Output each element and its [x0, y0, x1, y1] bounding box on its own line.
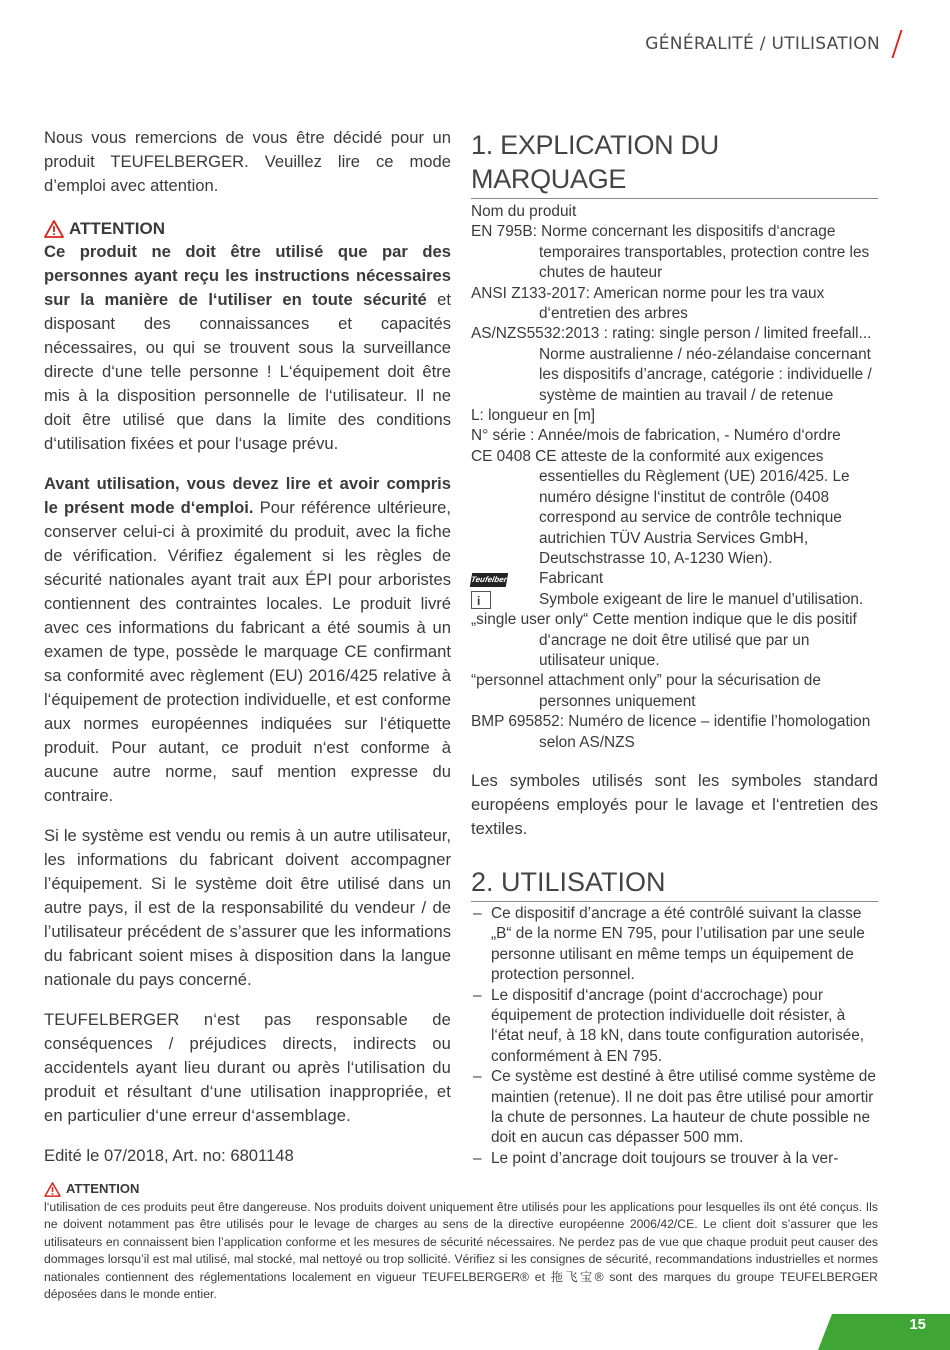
marking-line: “personnel attachment only” pour la sécurisation de personnes uniquement — [471, 672, 821, 710]
attention-bold-text: Ce produit ne doit être utilisé que par des personnes ayant reçu les instructions nécessaires sur la manière de l‘utiliser en toute sécurité — [44, 242, 451, 309]
usage-heading: 2. UTILISATION — [471, 865, 878, 902]
warning-triangle-icon — [44, 1182, 61, 1197]
header-slash-decoration — [891, 30, 902, 58]
footer-text: l‘utilisation de ces produits peut être dangereuse. Nos produits doivent uniquement être utilisés pour les applications pour lesquelles ils ont été conçus. Ils ne doivent notamment pas être utilisés pour le levage de charges au sens de la directive européenne 2006/42/CE. Le client doit s’assurer que les utilisateurs en connaissent bien l’application conforme et les mesures de sécurité nécessaires. Ne perdez pas de vue que chaque produit peut causer des dommages lorsqu’il est mal utilisé, mal stocké, mal nettoyé ou trop sollicité. Vérifiez si les consignes de sécurité, recommandations industrielles et normes nationales contiennent des réglementations localement en vigueur TEUFELBERGER® et 拖飞宝® sont des marques du groupe TEUFELBERGER déposées dans le monde entier. — [44, 1200, 878, 1302]
list-item: – Ce dispositif d’ancrage a été contrôlé suivant la classe „B“ de la norme EN 795, pour l’utilisation par une seule personne utilisant en même temps un équipement de protection personnel. — [471, 904, 878, 986]
list-item: – Le dispositif d‘ancrage (point d‘accrochage) pour équipement de protection individuelle doit résister, à l‘état neuf, à 18 kN, dans toute configuration autorisée, conformément à EN 795. — [471, 986, 878, 1068]
read-manual-icon — [471, 591, 491, 609]
marking-list — [471, 202, 878, 753]
edition-info: Edité le 07/2018, Art. no: 6801148 — [44, 1146, 294, 1165]
warning-triangle-icon — [44, 220, 64, 238]
marking-line: L: longueur en [m] — [471, 407, 596, 425]
marking-line: ANSI Z133-2017: American norme pour les tra vaux d‘entretien des arbres — [471, 284, 825, 323]
page-number: 15 — [909, 1316, 926, 1333]
list-item: – Le point d’ancrage doit toujours se trouver à la ver- — [471, 1149, 878, 1169]
textile-symbols-paragraph: Les symboles utilisés sont les symboles standard européens employés pour le lavage et l‘entretien des textiles. — [471, 770, 878, 838]
marking-line: „single user only“ Cette mention indique que le dis positif d‘ancrage ne doit être utilisé que par un utilisateur unique. — [471, 611, 857, 669]
attention-heading — [44, 218, 451, 240]
liability-paragraph: TEUFELBERGER n‘est pas responsable de conséquences / préjudices directs, indirects ou accidentels ayant lieu durant ou après l‘utilisation du produit et résultant d‘une utilisation inappropriée, et en particulier d‘une erreur d‘assemblage. — [44, 1010, 451, 1125]
attention-paragraph — [44, 240, 451, 456]
marking-heading: 1. EXPLICATION DU MARQUAGE — [471, 128, 878, 199]
footer-attention-label: ATTENTION — [66, 1181, 140, 1197]
footer-attention-heading — [44, 1179, 878, 1199]
marking-line: N° série : Année/mois de fabrication, - Numéro d‘ordre — [471, 427, 841, 445]
attention-label: ATTENTION — [69, 219, 166, 238]
section-header: GÉNÉRALITÉ / UTILISATION — [645, 34, 880, 54]
symbol-rows — [471, 569, 878, 610]
list-item: – Ce système est destiné à être utilisé comme système de maintien (retenue). Il ne doit pas être utilisé pour amortir la chute de personnes. La hauteur de chute possible ne doit en aucun cas dépasser 500 mm. — [471, 1067, 878, 1149]
before-use-bold-text: Avant utilisation, vous devez lire et avoir compris le présent mode d‘emploi. — [44, 474, 451, 517]
before-use-rest-text: Pour référence ultérieure, conserver celui-ci à proximité du produit, avec la fiche de vérification. Vérifiez également si les règles de sécurité nationales ayant trait aux ÉPI pour arboristes contiennent des contraintes locales. Le produit livré avec ces informations du fabricant a été soumis à un examen de type, possède le marquage CE confirmant sa conformité avec règlement (EU) 2016/425 relative à l‘équipement de protection individuelle, et est conforme aux normes européennes indiquées sur l‘étiquette produit. Pour autant, ce produit n‘est conforme à aucune autre norme, sauf mention expresse du contraire. — [44, 498, 451, 805]
marking-line: Nom du produit — [471, 203, 577, 220]
before-use-paragraph — [44, 472, 451, 808]
marking-line: AS/NZS5532:2013 : rating: single person / limited freefall... Norme australienne / néo-zélandaise concernant les dispositifs d’ancrage, catégorie : individuelle / système de maintien au travail / de retenue — [471, 325, 872, 404]
left-column — [44, 126, 451, 1168]
page-number-tab — [818, 1314, 950, 1350]
marking-line: EN 795B: Norme concernant les dispositifs d‘ancrage temporaires transportables, protection contre les chutes de hauteur — [471, 223, 870, 282]
marking-line: BMP 695852: Numéro de licence – identifie l’homologation selon AS/NZS — [471, 713, 871, 751]
resale-paragraph: Si le système est vendu ou remis à un autre utilisateur, les informations du fabricant doivent accompagner l’équipement. Si le système doit être utilisé dans un autre pays, il est de la responsabilité du vendeur / de l’utilisateur précédent de s’assurer que les informations du fabricant soient mises à disposition dans la langue nationale du pays concerné. — [44, 826, 451, 989]
teufelberger-logo-icon: Teufelberger — [470, 573, 508, 587]
marking-line: Fabricant — [539, 570, 604, 588]
attention-rest-text: et disposant des connaissances et capacités nécessaires, ou qui se trouvent sous la surveillance directe d‘une telle personne ! L‘équipement doit être mis à la disposition personnelle de l‘utilisateur. Il ne doit être utilisé que dans la limite des conditions d‘utilisation fixées et pour l‘usage prévu. — [44, 290, 451, 453]
footer-warning — [44, 1179, 878, 1303]
right-column — [471, 128, 878, 1169]
marking-line: Symbole exigeant de lire le manuel d’utilisation. — [539, 590, 864, 608]
usage-list — [471, 904, 878, 1169]
intro-paragraph: Nous vous remercions de vous être décidé pour un produit TEUFELBERGER. Veuillez lire ce mode d’emploi avec attention. — [44, 128, 451, 195]
marking-line: CE 0408 CE atteste de la conformité aux exigences essentielles du Règlement (UE) 2016/425. Le numéro désigne l‘institut de contrôle (0408 correspond au service de contrôle technique autrichien TÜV Austria Services GmbH, Deutschstrasse 10, A-1230 Wien). — [471, 447, 850, 567]
